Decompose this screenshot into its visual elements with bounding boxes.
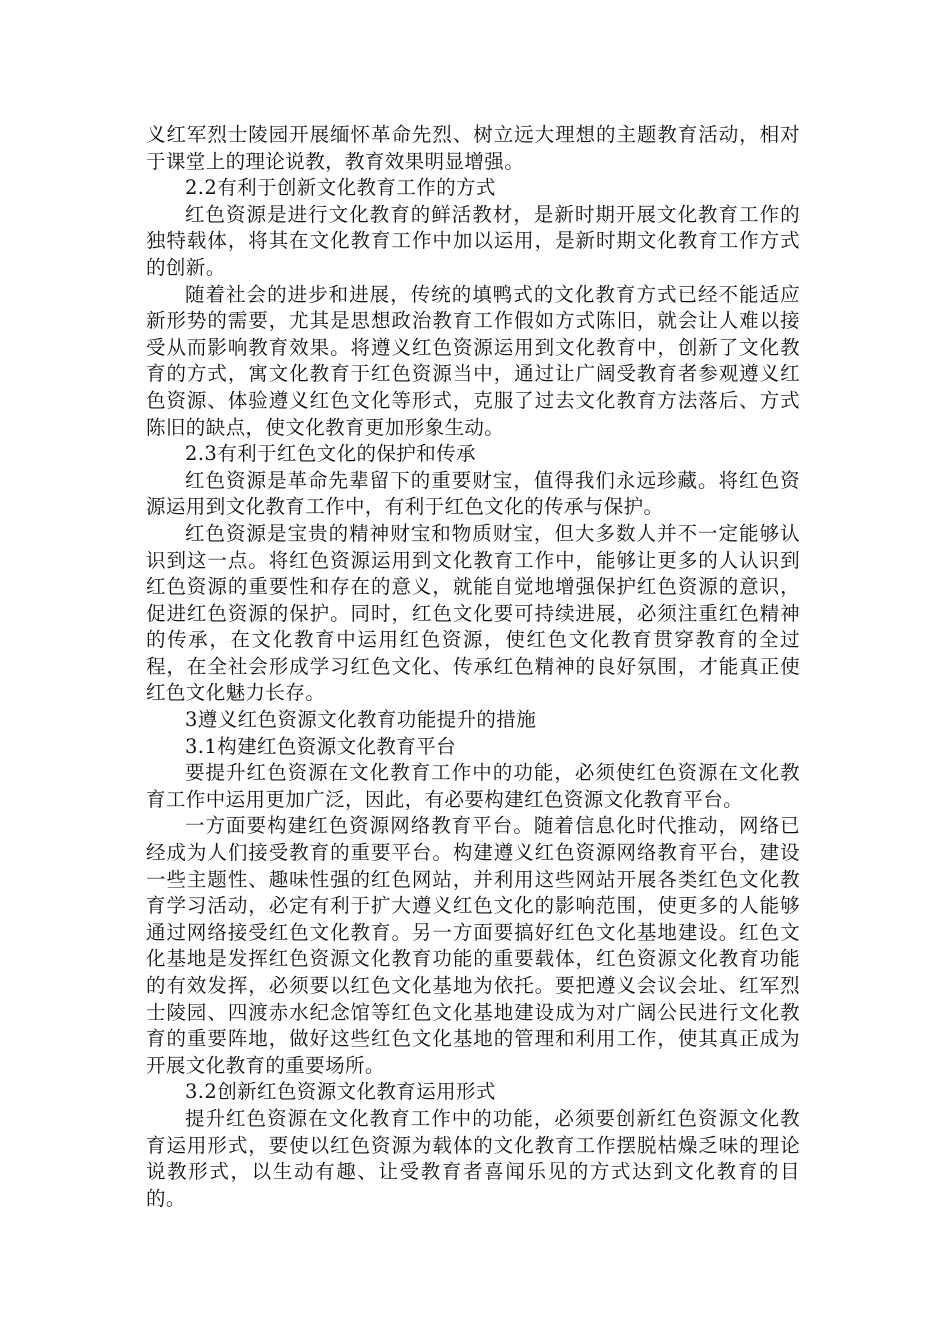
paragraph: 红色资源是进行文化教育的鲜活教材，是新时期开展文化教育工作的独特载体，将其在文化教育工作中加以运用，是新时期文化教育工作方式的创新。 — [146, 202, 800, 279]
paragraph: 随着社会的进步和进展，传统的填鸭式的文化教育方式已经不能适应新形势的需要，尤其是思想政治教育工作假如方式陈旧，就会让人难以接受从而影响教育效果。将遵义红色资源运用到文化教育中，创新了文化教育的方式，寓文化教育于红色资源当中，通过让广阔受教育者参观遵义红色资源、体验遵义红色文化等形式，克服了过去文化教育方法落后、方式陈旧的缺点，使文化教育更加形象生动。 — [146, 282, 800, 439]
section-heading-3-2: 3.2创新红色资源文化教育运用形式 — [185, 1080, 496, 1104]
section-heading-3: 3遵义红色资源文化教育功能提升的措施 — [185, 708, 537, 732]
paragraph: 红色资源是宝贵的精神财宝和物质财宝，但大多数人并不一定能够认识到这一点。将红色资源运用到文化教育工作中，能够让更多的人认识到红色资源的重要性和存在的意义，就能自觉地增强保护红色资源的意识，促进红色资源的保护。同时，红色文化要可持续进展，必须注重红色精神的传承，在文化教育中运用红色资源，使红色文化教育贯穿教育的全过程，在全社会形成学习红色文化、传承红色精神的良好氛围，才能真正使红色文化魅力长存。 — [146, 521, 800, 705]
paragraph: 一方面要构建红色资源网络教育平台。随着信息化时代推动，网络已经成为人们接受教育的重要平台。构建遵义红色资源网络教育平台，建设一些主题性、趣味性强的红色网站，并利用这些网站开展各类红色文化教育学习活动，必定有利于扩大遵义红色文化的影响范围，使更多的人能够通过网络接受红色文化教育。另一方面要搞好红色文化基地建设。红色文化基地是发挥红色资源文化教育功能的重要载体，红色资源文化教育功能的有效发挥，必须要以红色文化基地为依托。要把遵义会议会址、红军烈士陵园、四渡赤水纪念馆等红色文化基地建设成为对广阔公民进行文化教育的重要阵地，做好这些红色文化基地的管理和利用工作，使其真正成为开展文化教育的重要场所。 — [146, 814, 800, 1077]
section-heading-2-3: 2.3有利于红色文化的保护和传承 — [185, 442, 476, 466]
paragraph: 红色资源是革命先辈留下的重要财宝，值得我们永远珍藏。将红色资源运用到文化教育工作中，有利于红色文化的传承与保护。 — [146, 468, 800, 519]
paragraph-continued: 义红军烈士陵园开展缅怀革命先烈、树立远大理想的主题教育活动，相对于课堂上的理论说教，教育效果明显增强。 — [146, 123, 800, 173]
paragraph: 要提升红色资源在文化教育工作中的功能，必须使红色资源在文化教育工作中运用更加广泛，因此，有必要构建红色资源文化教育平台。 — [146, 761, 800, 811]
section-heading-3-1: 3.1构建红色资源文化教育平台 — [185, 734, 457, 758]
paragraph: 提升红色资源在文化教育工作中的功能，必须要创新红色资源文化教育运用形式，要使以红色资源为载体的文化教育工作摆脱枯燥乏味的理论说教形式，以生动有趣、让受教育者喜闻乐见的方式达到文化教育的目的。 — [146, 1106, 800, 1210]
section-heading-2-2: 2.2有利于创新文化教育工作的方式 — [185, 176, 496, 200]
document-body — [146, 122, 800, 1212]
